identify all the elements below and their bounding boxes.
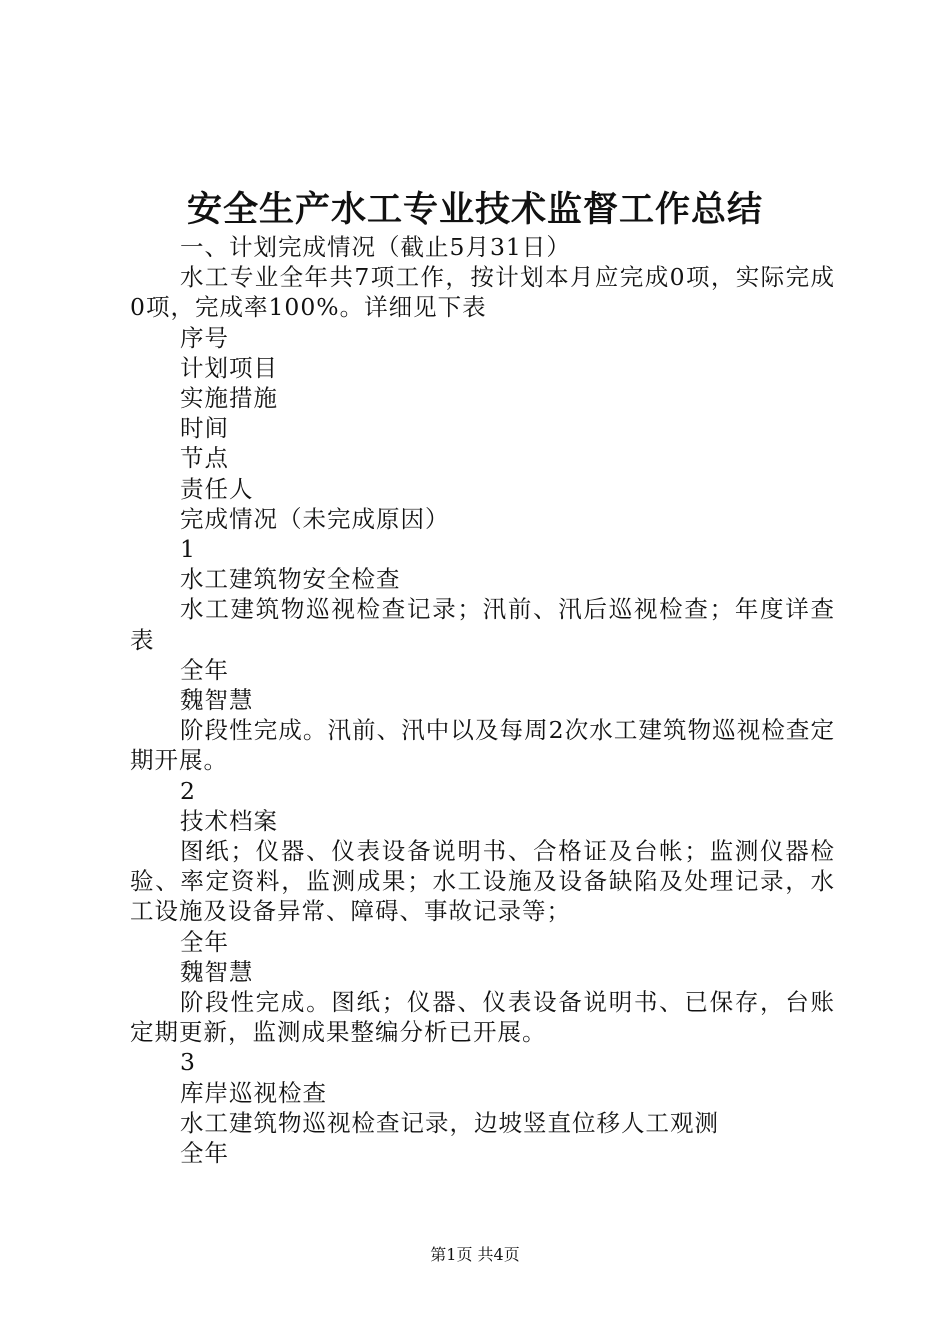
table-header-plan-item: 计划项目	[180, 353, 278, 382]
row-3-plan-item: 库岸巡视检查	[180, 1078, 327, 1107]
table-header-owner: 责任人	[180, 474, 254, 503]
row-2-index: 2	[180, 776, 196, 805]
row-2-measures: 图纸；仪器、仪表设备说明书、合格证及台帐；监测仪器检验、率定资料，监测成果；水工设施及设备缺陷及处理记录，水工设施及设备异常、障碍、事故记录等；	[130, 837, 835, 926]
table-header-milestone: 节点	[180, 444, 229, 473]
row-3-measures: 水工建筑物巡视检查记录，边坡竖直位移人工观测	[180, 1108, 719, 1137]
row-2-owner: 魏智慧	[180, 957, 254, 986]
section-heading: 一、计划完成情况（截止5月31日）	[180, 233, 571, 261]
table-header-measures: 实施措施	[180, 384, 278, 413]
row-1-measures: 水工建筑物巡视检查记录；汛前、汛后巡视检查；年度详查表	[130, 595, 835, 654]
row-2-status: 阶段性完成。图纸；仪器、仪表设备说明书、已保存，台账定期更新，监测成果整编分析已开展。	[130, 988, 835, 1047]
page-footer: 第1页 共4页	[430, 1245, 520, 1264]
row-1-plan-item: 水工建筑物安全检查	[180, 565, 401, 594]
row-1-time: 全年	[180, 655, 229, 684]
row-3-index: 3	[180, 1048, 196, 1077]
row-2-time: 全年	[180, 927, 229, 956]
row-3-time: 全年	[180, 1139, 229, 1168]
table-header-time: 时间	[180, 414, 229, 443]
document-body	[130, 232, 835, 1168]
table-header-index: 序号	[180, 323, 229, 352]
row-1-owner: 魏智慧	[180, 686, 254, 715]
row-1-index: 1	[180, 535, 196, 564]
table-header-status: 完成情况（未完成原因）	[180, 504, 450, 533]
summary-paragraph: 水工专业全年共7项工作，按计划本月应完成0项，实际完成0项，完成率100%。详细见下表	[130, 263, 835, 322]
row-2-plan-item: 技术档案	[180, 806, 278, 835]
document-title: 安全生产水工专业技术监督工作总结	[186, 189, 763, 230]
row-1-status: 阶段性完成。汛前、汛中以及每周2次水工建筑物巡视检查定期开展。	[130, 716, 835, 775]
